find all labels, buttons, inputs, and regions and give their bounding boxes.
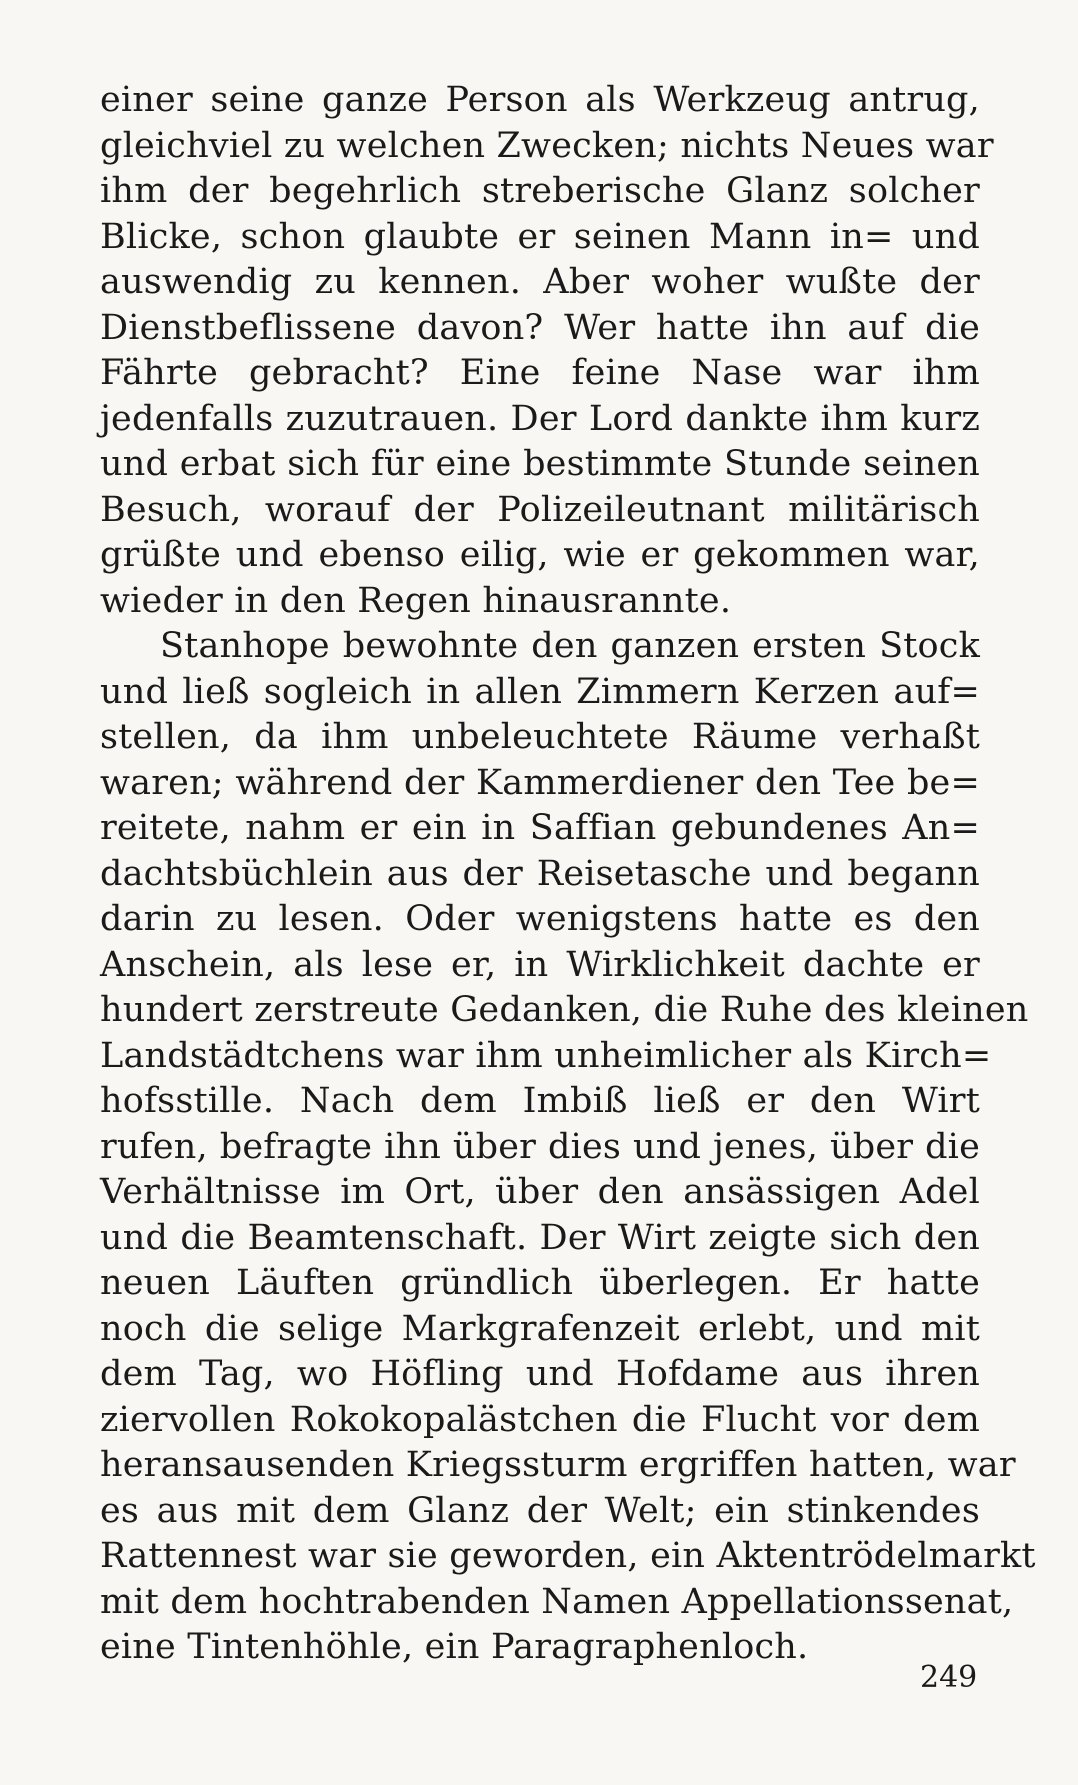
- text-line: ihm der begehrlich streberische Glanz solcher: [100, 171, 980, 211]
- body-text: [100, 78, 1036, 1671]
- text-line: Stanhope bewohnte den ganzen ersten Stock: [160, 626, 980, 666]
- text-line: mit dem hochtrabenden Namen Appellationssenat,: [100, 1581, 1014, 1622]
- text-line: reitete, nahm er ein in Saffian gebundenes An=: [100, 808, 980, 848]
- text-line: und die Beamtenschaft. Der Wirt zeigte sich den: [100, 1217, 980, 1258]
- text-line: grüßte und ebenso eilig, wie er gekommen war,: [100, 535, 980, 575]
- text-line: dachtsbüchlein aus der Reisetasche und begann: [100, 853, 980, 894]
- text-line: ziervollen Rokokopalästchen die Flucht vor dem: [100, 1399, 980, 1440]
- text-line: hofsstille. Nach dem Imbiß ließ er den Wirt: [100, 1081, 980, 1121]
- text-line: wieder in den Regen hinausrannte.: [100, 580, 732, 621]
- text-line: hundert zerstreute Gedanken, die Ruhe des kleinen: [100, 990, 1029, 1030]
- text-line: Fährte gebracht? Eine feine Nase war ihm: [100, 353, 980, 393]
- text-line: Verhältnisse im Ort, über den ansässigen Adel: [100, 1172, 980, 1212]
- text-line: neuen Läuften gründlich überlegen. Er hatte: [100, 1263, 980, 1303]
- text-line: waren; während der Kammerdiener den Tee be=: [100, 762, 980, 803]
- text-line: rufen, befragte ihn über dies und jenes, über die: [100, 1126, 980, 1167]
- text-line: es aus mit dem Glanz der Welt; ein stinkendes: [100, 1490, 980, 1531]
- text-line: Dienstbeflissene davon? Wer hatte ihn auf die: [100, 307, 980, 348]
- text-line: auswendig zu kennen. Aber woher wußte der: [100, 262, 980, 302]
- text-line: Landstädtchens war ihm unheimlicher als Kirch=: [100, 1035, 992, 1076]
- text-line: stellen, da ihm unbeleuchtete Räume verhaßt: [100, 717, 980, 757]
- text-line: Blicke, schon glaubte er seinen Mann in= und: [100, 216, 980, 257]
- text-line: und erbat sich für eine bestimmte Stunde seinen: [100, 444, 980, 484]
- text-line: jedenfalls zuzutrauen. Der Lord dankte ihm kurz: [100, 398, 980, 439]
- text-line: Besuch, worauf der Polizeileutnant militärisch: [100, 489, 980, 530]
- text-line: darin zu lesen. Oder wenigstens hatte es den: [100, 899, 980, 939]
- paragraph-1: [100, 78, 994, 624]
- text-line: heransausenden Kriegssturm ergriffen hatten, war: [100, 1445, 1016, 1485]
- text-line: eine Tintenhöhle, ein Paragraphenloch.: [100, 1627, 809, 1667]
- text-line: gleichviel zu welchen Zwecken; nichts Neues war: [100, 125, 994, 166]
- text-line: Anschein, als lese er, in Wirklichkeit dachte er: [100, 944, 980, 985]
- page-number: 249: [920, 1660, 978, 1695]
- text-line: noch die selige Markgrafenzeit erlebt, und mit: [100, 1308, 980, 1349]
- text-line: einer seine ganze Person als Werkzeug antrug,: [100, 80, 980, 120]
- paragraph-2: [100, 624, 1036, 1671]
- text-line: und ließ sogleich in allen Zimmern Kerzen auf=: [100, 671, 980, 712]
- text-line: Rattennest war sie geworden, ein Aktentrödelmarkt: [100, 1536, 1036, 1576]
- text-line: dem Tag, wo Höfling und Hofdame aus ihren: [100, 1354, 980, 1394]
